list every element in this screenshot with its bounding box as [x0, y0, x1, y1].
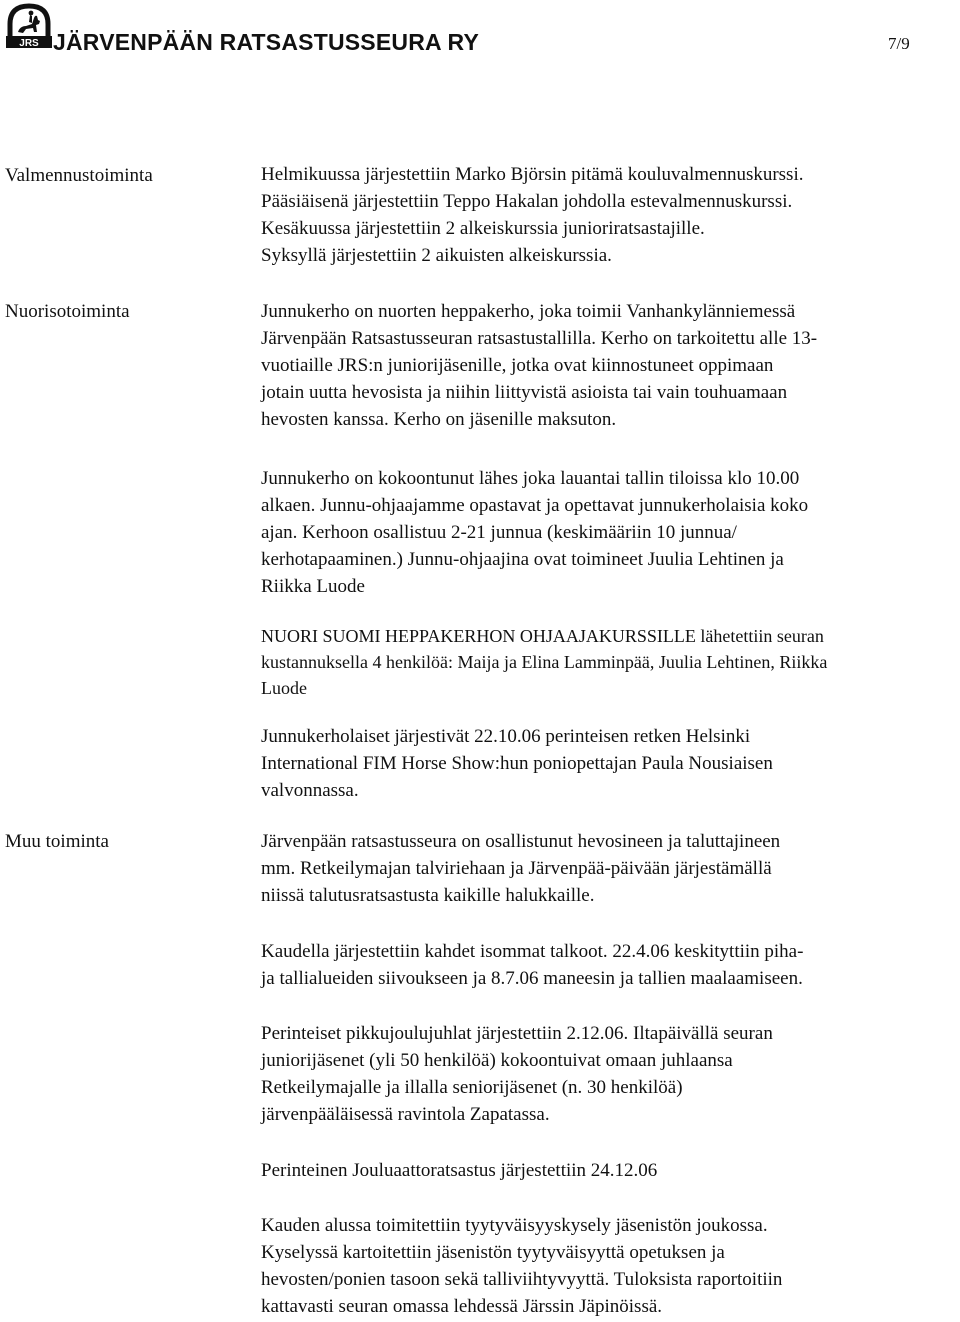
- nuoriso-paragraph-4: [261, 723, 956, 804]
- nuoriso-paragraph-1: [261, 298, 956, 433]
- text-line: jotain uutta hevosista ja niihin liittyvistä asioista tai vain touhuamaan: [261, 382, 788, 403]
- text-line: Kyselyssä kartoitettiin jäsenistön tyytyväisyyttä opetuksen ja: [261, 1242, 725, 1263]
- nuoriso-paragraph-2: [261, 465, 956, 600]
- text-line: Junnukerho on kokoontunut lähes joka lauantai tallin tiloissa klo 10.00: [261, 468, 800, 489]
- muu-paragraph-2: [261, 938, 956, 992]
- svg-text:JRS: JRS: [19, 38, 39, 49]
- text-line: Kaudella järjestettiin kahdet isommat talkoot. 22.4.06 keskityttiin piha-: [261, 941, 804, 962]
- text-line: kustannuksella 4 henkilöä: Maija ja Elina Lamminpää, Juulia Lehtinen, Riikka: [261, 652, 828, 672]
- text-line: Kesäkuussa järjestettiin 2 alkeiskurssia junioriratsastajille.: [261, 218, 705, 239]
- text-line: Kauden alussa toimitettiin tyytyväisyyskysely jäsenistön joukossa.: [261, 1215, 768, 1236]
- section-label-muu: Muu toiminta: [5, 831, 109, 852]
- page-number: 7/9: [888, 34, 910, 53]
- text-line: NUORI SUOMI HEPPAKERHON OHJAAJAKURSSILLE lähetettiin seuran: [261, 626, 824, 646]
- text-line: valvonnassa.: [261, 780, 359, 801]
- text-line: Perinteinen Jouluaattoratsastus järjestettiin 24.12.06: [261, 1160, 658, 1181]
- text-line: juniorijäsenet (yli 50 henkilöä) kokoontuivat omaan juhlaansa: [261, 1050, 733, 1071]
- horse-rider-logo-icon: [4, 2, 54, 50]
- text-line: järvenpääläisessä ravintola Zapatassa.: [261, 1104, 550, 1125]
- text-line: Retkeilymajalle ja illalla seniorijäsenet (n. 30 henkilöä): [261, 1077, 683, 1098]
- text-line: International FIM Horse Show:hun poniopettajan Paula Nousiaisen: [261, 753, 773, 774]
- text-line: Riikka Luode: [261, 576, 365, 597]
- text-line: vuotiaille JRS:n juniorijäsenille, jotka ovat kiinnostuneet oppimaan: [261, 355, 774, 376]
- text-line: alkaen. Junnu-ohjaajamme opastavat ja opettavat junnukerholaisia koko: [261, 495, 809, 516]
- valmennus-paragraph-1: [261, 161, 956, 269]
- text-line: kerhotapaaminen.) Junnu-ohjaajina ovat toimineet Juulia Lehtinen ja: [261, 549, 784, 570]
- organization-title: JÄRVENPÄÄN RATSASTUSSEURA RY: [53, 29, 480, 55]
- text-line: Syksyllä järjestettiin 2 aikuisten alkeiskurssia.: [261, 245, 612, 266]
- text-line: hevosten/ponien tasoon sekä talliviihtyvyyttä. Tuloksista raportoitiin: [261, 1269, 783, 1290]
- club-logo: [4, 2, 54, 50]
- section-label-nuoriso: Nuorisotoiminta: [5, 301, 130, 322]
- text-line: Pääsiäisenä järjestettiin Teppo Hakalan johdolla estevalmennuskurssi.: [261, 191, 793, 212]
- muu-paragraph-4: [261, 1157, 956, 1184]
- nuoriso-paragraph-3: [261, 623, 956, 701]
- section-label-valmennus: Valmennustoiminta: [5, 165, 153, 186]
- text-line: mm. Retkeilymajan talviriehaan ja Järvenpää-päivään järjestämällä: [261, 858, 772, 879]
- text-line: Perinteiset pikkujoulujuhlat järjestettiin 2.12.06. Iltapäivällä seuran: [261, 1023, 773, 1044]
- page-header: [0, 0, 960, 62]
- text-line: niissä talutusratsastusta kaikille halukkaille.: [261, 885, 595, 906]
- text-line: Järvenpään Ratsastusseuran ratsastustallilla. Kerho on tarkoitettu alle 13-: [261, 328, 818, 349]
- text-line: Luode: [261, 678, 307, 698]
- muu-paragraph-5: [261, 1212, 956, 1320]
- text-line: ajan. Kerhoon osallistuu 2-21 junnua (keskimääriin 10 junnua/: [261, 522, 737, 543]
- text-line: Järvenpään ratsastusseura on osallistunut hevosineen ja taluttajineen: [261, 831, 781, 852]
- text-line: kattavasti seuran omassa lehdessä Järssin Jäpinöissä.: [261, 1296, 663, 1317]
- text-line: Helmikuussa järjestettiin Marko Björsin pitämä kouluvalmennuskurssi.: [261, 164, 804, 185]
- muu-paragraph-3: [261, 1020, 956, 1128]
- text-line: Junnukerholaiset järjestivät 22.10.06 perinteisen retken Helsinki: [261, 726, 751, 747]
- muu-paragraph-1: [261, 828, 956, 909]
- text-line: hevosten kanssa. Kerho on jäsenille maksuton.: [261, 409, 617, 430]
- text-line: ja tallialueiden siivoukseen ja 8.7.06 maneesin ja tallien maalaamiseen.: [261, 968, 803, 989]
- text-line: Junnukerho on nuorten heppakerho, joka toimii Vanhankylänniemessä: [261, 301, 796, 322]
